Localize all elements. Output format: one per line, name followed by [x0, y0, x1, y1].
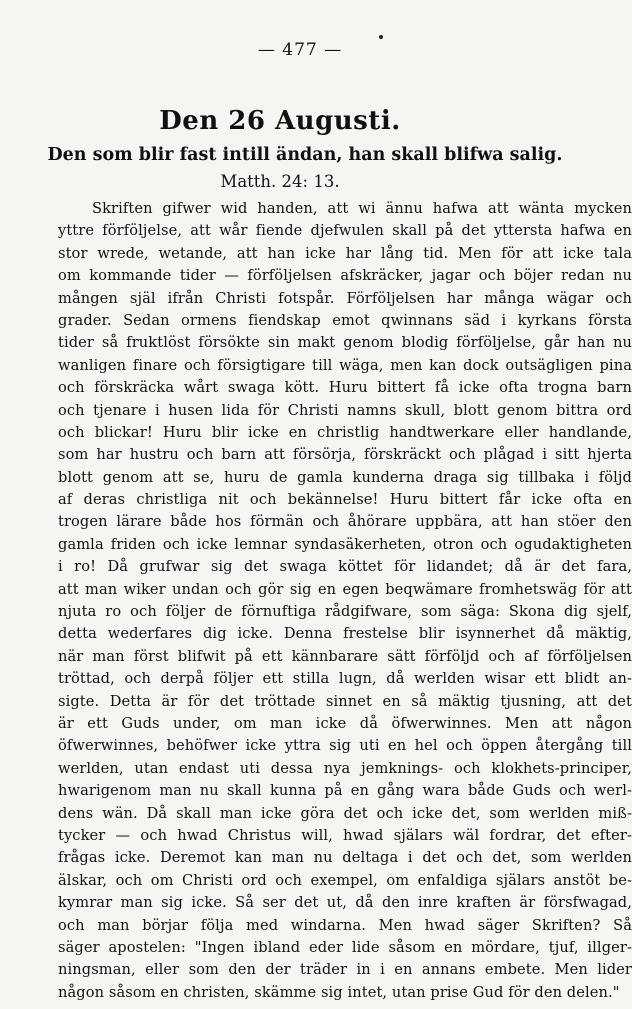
body-line: af deras christliga nit och bekännelse! Huru bittert får icke ofta en [58, 491, 632, 509]
body-line: detta wederfares dig icke. Denna frestelse blir isynnerhet då mäktig, [58, 625, 632, 643]
body-line: sigte. Detta är för det tröttade sinnet en så mäktig tjusning, att det [58, 692, 632, 710]
body-line: grader. Sedan ormens fiendskap emot qwinnans säd i kyrkans första [58, 311, 632, 329]
body-line: tider så fruktlöst försökte sin makt genom blodig förföljelse, går han nu [58, 334, 632, 352]
devotion-theme-verse: Den som blir fast intill ändan, han skall blifwa salig. [47, 145, 563, 165]
body-line: som har hustru och barn att försörja, förskräckt och plågad i sitt hjerta [58, 446, 632, 464]
printing-speck [379, 35, 383, 39]
body-line: njuta ro och följer de förnuftiga rådgifware, som säga: Skona dig sjelf, [58, 603, 632, 621]
body-line: och förskräcka wårt swaga kött. Huru bittert få icke ofta trogna barn [58, 379, 632, 397]
body-line: frågas icke. Deremot kan man nu deltaga i det och det, som werlden [58, 849, 632, 867]
body-line: trogen lärare både hos förmän och åhörare uppbära, att han stöer den [58, 513, 632, 531]
body-line: säger apostelen: "Ingen ibland eder lide såsom en mördare, tjuf, illger- [58, 938, 632, 956]
body-line: werlden, utan endast uti dessa nya jemknings- och klokhets-principer, [58, 759, 632, 777]
body-line: någon såsom en christen, skämme sig intet, utan prise Gud för den delen." [58, 983, 620, 1001]
body-line: tycker — och hwad Christus will, hwad själars wäl fordrar, det efter- [58, 826, 632, 844]
bible-reference: Matth. 24: 13. [220, 172, 340, 191]
body-line: och tjenare i husen lida för Christi namns skull, blott genom bittra ord [58, 401, 632, 419]
devotion-title: Den 26 Augusti. [159, 106, 401, 136]
body-line: är ett Guds under, om man icke då öfwerwinnes. Men att någon [58, 714, 632, 732]
body-line: hwarigenom man nu skall kunna på en gång wara både Guds och werl- [58, 782, 632, 800]
body-line: stor wrede, wetande, att han icke har lång tid. Men för att icke tala [58, 244, 632, 262]
body-line: yttre förföljelse, att wår fiende djefwulen skall på det yttersta hafwa en [58, 222, 632, 240]
body-line: öfwerwinnes, behöfwer icke yttra sig uti en hel och öppen återgång till [58, 737, 632, 755]
body-line: blott genom att se, huru de gamla kunderna draga sig tillbaka i följd [58, 468, 632, 486]
body-line: om kommande tider — förföljelsen afskräcker, jagar och böjer redan nu [58, 267, 632, 285]
body-line: och man börjar följa med windarna. Men hwad säger Skriften? Så [58, 916, 632, 934]
body-line: dens wän. Då skall man icke göra det och icke det, som werlden miß- [58, 804, 632, 822]
body-line: kymrar man sig icke. Så ser det ut, då den inre kraften är försfwagad, [58, 894, 632, 912]
body-line: att man wiker undan och gör sig en egen beqwämare fromhetswäg för att [58, 580, 632, 598]
page-number: — 477 — [257, 40, 343, 60]
body-line: tröttad, och derpå följer ett stilla lugn, då werlden wisar ett blidt an- [58, 670, 632, 688]
body-line: gamla friden och icke lemnar syndasäkerheten, otron och ogudaktigheten [58, 535, 632, 553]
body-line: och blickar! Huru blir icke en christlig handtwerkare eller handlande, [58, 423, 632, 441]
body-line: mången själ ifrån Christi fotspår. Förföljelsen har många wägar och [58, 289, 632, 307]
body-line: wanligen finare och försigtigare till wäga, men kan dock outsägligen pina [58, 356, 632, 374]
body-line: ningsman, eller som den der träder in i en annans embete. Men lider [58, 961, 632, 979]
body-line: Skriften gifwer wid handen, att wi ännu hafwa att wänta mycken [92, 200, 632, 217]
body-line: älskar, och om Christi ord och exempel, om enfaldiga själars anstöt be- [58, 871, 632, 889]
body-line: när man först blifwit på ett kännbarare sätt förföljd och af förföljelsen [58, 647, 632, 665]
body-line: i ro! Då grufwar sig det swaga köttet för lidandet; då är det fara, [58, 558, 632, 576]
body-text [58, 198, 632, 1004]
